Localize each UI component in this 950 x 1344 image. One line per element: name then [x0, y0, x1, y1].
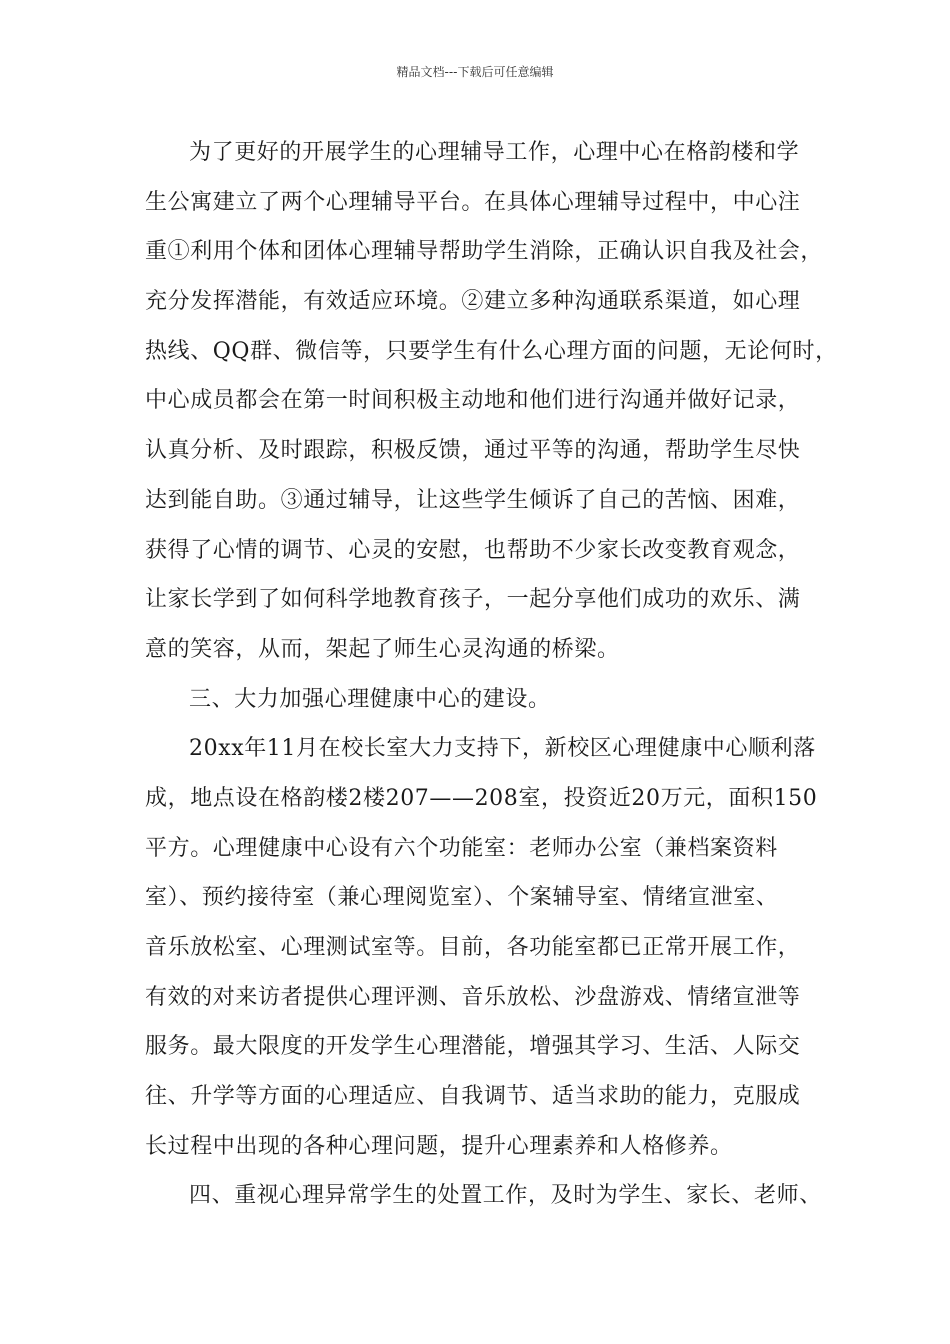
- paragraph-line: 生公寓建立了两个心理辅导平台。在具体心理辅导过程中，中心注: [145, 189, 801, 215]
- paragraph-line: 室）、预约接待室（兼心理阅览室）、个案辅导室、情绪宣泄室、: [145, 885, 779, 911]
- document-body: [145, 128, 838, 1221]
- paragraph-line: 有效的对来访者提供心理评测、音乐放松、沙盘游戏、情绪宣泄等: [145, 984, 801, 1010]
- page-header: 精品文档---下载后可任意编辑: [396, 65, 554, 79]
- paragraph-line: 认真分析、及时跟踪，积极反馈，通过平等的沟通，帮助学生尽快: [145, 438, 801, 464]
- paragraph-line: 20xx年11月在校长室大力支持下，新校区心理健康中心顺利落: [189, 736, 816, 762]
- paragraph-line: 音乐放松室、心理测试室等。目前，各功能室都已正常开展工作，: [145, 935, 801, 960]
- paragraph-line: 中心成员都会在第一时间积极主动地和他们进行沟通并做好记录，: [145, 388, 801, 414]
- paragraph-line: 获得了心情的调节、心灵的安慰，也帮助不少家长改变教育观念，: [145, 537, 801, 563]
- paragraph-line: 让家长学到了如何科学地教育孩子，一起分享他们成功的欢乐、满: [145, 587, 801, 613]
- paragraph-line: 重①利用个体和团体心理辅导帮助学生消除，正确认识自我及社会，: [145, 239, 824, 265]
- section-heading: 四、重视心理异常学生的处置工作，及时为学生、家长、老师、: [189, 1183, 822, 1209]
- paragraph-line: 往、升学等方面的心理适应、自我调节、适当求助的能力，克服成: [145, 1084, 801, 1110]
- paragraph-line: 为了更好的开展学生的心理辅导工作，心理中心在格韵楼和学: [189, 140, 800, 165]
- paragraph-line: 长过程中出现的各种心理问题，提升心理素养和人格修养。: [145, 1133, 733, 1159]
- section-heading: 三、大力加强心理健康中心的建设。: [189, 686, 551, 712]
- paragraph-line: 热线、QQ群、微信等，只要学生有什么心理方面的问题，无论何时，: [145, 338, 838, 364]
- paragraph-line: 意的笑容，从而，架起了师生心灵沟通的桥梁。: [145, 636, 620, 662]
- paragraph-line: 充分发挥潜能，有效适应环境。②建立多种沟通联系渠道，如心理: [145, 289, 801, 315]
- paragraph-line: 达到能自助。③通过辅导，让这些学生倾诉了自己的苦恼、困难，: [145, 487, 801, 513]
- paragraph-line: 成，地点设在格韵楼2楼207——208室，投资近20万元，面积150: [145, 785, 818, 811]
- paragraph-line: 服务。最大限度的开发学生心理潜能，增强其学习、生活、人际交: [145, 1034, 801, 1060]
- paragraph-line: 平方。心理健康中心设有六个功能室：老师办公室（兼档案资料: [145, 835, 778, 861]
